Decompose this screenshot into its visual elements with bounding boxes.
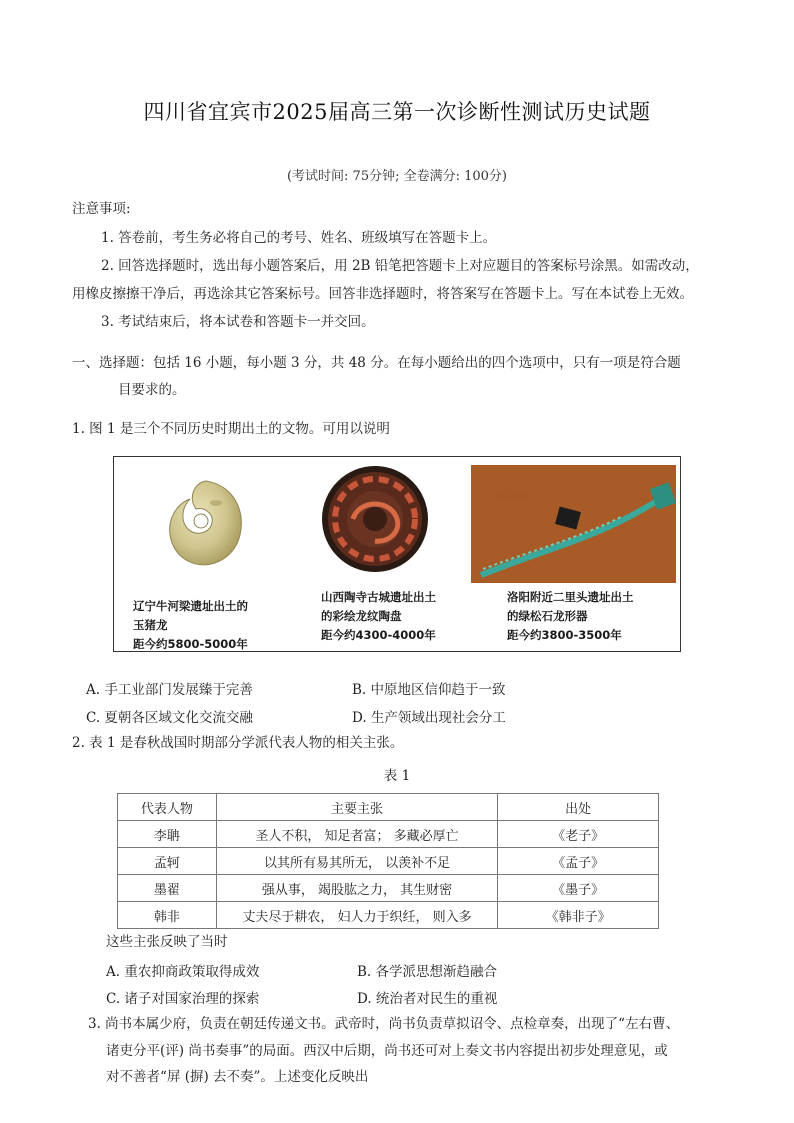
q1-option-c: C. 夏朝各区域文化交流交融 xyxy=(86,710,253,726)
table-header-cell: 主要主张 xyxy=(216,794,497,821)
notice-item-1: 1. 答卷前，考生务必将自己的考号、姓名、班级填写在答题卡上。 xyxy=(101,230,497,246)
page-title: 四川省宜宾市2025届高三第一次诊断性测试历史试题 xyxy=(143,100,651,124)
q3-line-3: 对不善者“屏 (摒) 去不奏”。上述变化反映出 xyxy=(106,1069,369,1085)
table-cell: 《韩非子》 xyxy=(498,902,659,929)
table-cell: 丈夫尽于耕农， 妇人力于织纴， 则入多 xyxy=(216,902,497,929)
table-cell: 圣人不积， 知足者富； 多藏必厚亡 xyxy=(216,821,497,848)
turquoise-dragon-image xyxy=(471,465,676,583)
table-header-row xyxy=(118,794,659,821)
q1-stem: 1. 图 1 是三个不同历史时期出土的文物。可用以说明 xyxy=(72,421,390,437)
table-row xyxy=(118,821,659,848)
notice-item-3: 3. 考试结束后，将本试卷和答题卡一并交回。 xyxy=(101,314,375,330)
q2-table xyxy=(117,793,659,929)
q2-after-table: 这些主张反映了当时 xyxy=(106,934,228,950)
table-header-cell: 出处 xyxy=(498,794,659,821)
table-header-cell: 代表人物 xyxy=(118,794,217,821)
q2-option-a: A. 重农抑商政策取得成效 xyxy=(106,964,260,980)
caption-turquoise-dragon: 洛阳附近二里头遗址出土 的绿松石龙形器 距今约3800-3500年 xyxy=(507,590,634,642)
jade-pig-dragon-image xyxy=(154,467,254,582)
table-cell: 强从事， 竭股肱之力， 其生财密 xyxy=(216,875,497,902)
table-cell: 李聃 xyxy=(118,821,217,848)
painted-dragon-plate-image xyxy=(319,463,431,575)
notice-heading: 注意事项: xyxy=(72,201,131,217)
exam-info: (考试时间: 75分钟; 全卷满分: 100分) xyxy=(286,169,508,184)
q2-option-b: B. 各学派思想渐趋融合 xyxy=(357,964,498,980)
q2-stem: 2. 表 1 是春秋战国时期部分学派代表人物的相关主张。 xyxy=(72,735,404,751)
table-cell: 《墨子》 xyxy=(498,875,659,902)
q3-line-1: 3. 尚书本属少府，负责在朝廷传递文书。武帝时，尚书负责草拟诏令、点检章奏，出现了“左右曹、 xyxy=(88,1016,680,1032)
section-heading-line-1: 一、选择题：包括 16 小题，每小题 3 分，共 48 分。在每小题给出的四个选项中，只有一项是符合题 xyxy=(72,355,681,371)
notice-item-2-line-1: 2. 回答选择题时，选出每小题答案后，用 2B 铅笔把答题卡上对应题目的答案标号涂黑。如需改动， xyxy=(101,258,699,274)
section-heading-line-2: 目要求的。 xyxy=(118,382,186,398)
caption-painted-plate: 山西陶寺古城遗址出土 的彩绘龙纹陶盘 距今约4300-4000年 xyxy=(321,590,436,642)
table-row xyxy=(118,875,659,902)
table-cell: 韩非 xyxy=(118,902,217,929)
q2-option-d: D. 统治者对民生的重视 xyxy=(357,991,498,1007)
table-cell: 《老子》 xyxy=(498,821,659,848)
table-cell: 《孟子》 xyxy=(498,848,659,875)
notice-item-2-line-2: 用橡皮擦擦干净后，再选涂其它答案标号。回答非选择题时，将答案写在答题卡上。写在本试卷上无效。 xyxy=(72,286,693,302)
q1-option-b: B. 中原地区信仰趋于一致 xyxy=(352,682,506,698)
q2-option-c: C. 诸子对国家治理的探索 xyxy=(106,991,260,1007)
q1-option-d: D. 生产领域出现社会分工 xyxy=(352,710,506,726)
q1-option-a: A. 手工业部门发展臻于完善 xyxy=(86,682,253,698)
table-cell: 孟轲 xyxy=(118,848,217,875)
table-cell: 以其所有易其所无， 以羡补不足 xyxy=(216,848,497,875)
caption-jade-pig-dragon: 辽宁牛河梁遗址出土的 玉猪龙 距今约5800-5000年 xyxy=(133,599,248,651)
table-row xyxy=(118,848,659,875)
q3-line-2: 诸吏分平(评) 尚书奏事”的局面。西汉中后期，尚书还可对上奏文书内容提出初步处理意见，或 xyxy=(106,1043,668,1059)
q1-figure xyxy=(113,456,681,652)
table-title: 表 1 xyxy=(383,768,411,784)
table-cell: 墨翟 xyxy=(118,875,217,902)
table-row xyxy=(118,902,659,929)
